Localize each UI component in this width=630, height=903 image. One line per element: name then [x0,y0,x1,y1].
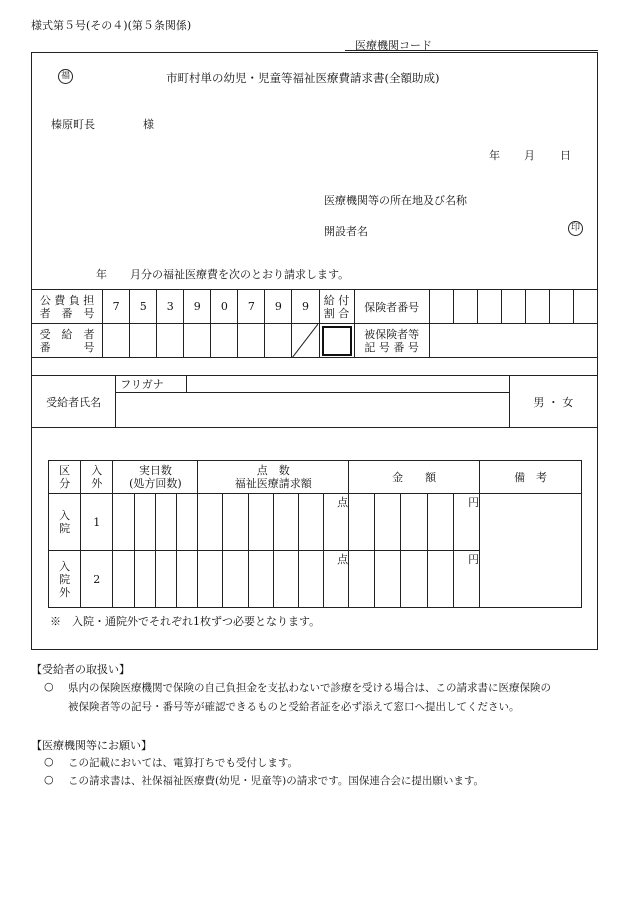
payer-digit[interactable]: 9 [184,290,211,324]
name-grid [31,375,598,428]
gender-select[interactable]: 男 ・ 女 [509,376,597,428]
amount-digit[interactable] [349,494,375,551]
row-label-inpatient: 入 院 [49,494,81,551]
days-digit[interactable] [177,551,198,608]
insurer-number-label: 保険者番号 [354,290,429,324]
insurer-digit[interactable] [525,290,549,324]
yen-unit: 円 [453,551,479,608]
founder-label: 開設者名 [324,225,368,238]
benefit-ratio-input[interactable] [319,324,354,358]
date-day: 日 [560,149,571,162]
date-year: 年 [489,149,500,162]
request-sentence: 月分の福祉医療費を次のとおり請求します。 [130,268,350,281]
row-number: 2 [81,551,113,608]
amount-digit[interactable] [401,494,427,551]
recipient-line1: 県内の保険医療機関で保険の自己負担金を支払わないで診療を受ける場合は、この請求書に医療保険の [68,682,551,694]
points-digit[interactable] [273,551,298,608]
recipient-digit[interactable] [211,324,238,358]
recipient-line2: 被保険者等の記号・番号等が確認できるものと受給者証を必ず添えて窓口へ提出してください。 [68,701,520,713]
amount-digit[interactable] [349,551,375,608]
insurer-digit[interactable] [573,290,597,324]
recipient-digit[interactable] [265,324,292,358]
request-year: 年 [96,268,107,281]
recipient-digit[interactable] [130,324,157,358]
form-number: 様式第５号(その４)(第５条関係) [31,19,192,32]
points-digit[interactable] [248,494,273,551]
amount-header: 金 額 [349,461,480,494]
recipient-name-label: 受給者氏名 [32,376,116,428]
recipient-bullet: ○ [44,680,54,693]
points-digit[interactable] [223,551,248,608]
remarks-header: 備 考 [480,461,582,494]
points-digit[interactable] [298,494,323,551]
amount-digit[interactable] [375,494,401,551]
recipient-section-heading: 【受給者の取扱い】 [31,663,130,676]
furigana-label: フリガナ [116,376,186,393]
points-digit[interactable] [248,551,273,608]
institution-item2: この請求書は、社保福祉医療費(幼児・児童等)の請求です。国保連合会に提出願います。 [68,775,485,787]
points-unit: 点 [323,551,348,608]
recipient-digit[interactable] [184,324,211,358]
insurer-digit[interactable] [501,290,525,324]
form-title: 市町村単の幼児・児童等福祉医療費請求書(全額助成) [166,71,440,85]
points-digit[interactable] [198,494,223,551]
institution-code-underline [345,50,598,51]
institution-bullet: ○ [44,755,54,768]
insurer-digit[interactable] [477,290,501,324]
furigana-input[interactable] [186,376,509,393]
days-digit[interactable] [134,551,155,608]
amount-digit[interactable] [375,551,401,608]
yen-unit: 円 [453,494,479,551]
days-digit[interactable] [155,551,176,608]
points-digit[interactable] [223,494,248,551]
recipient-digit[interactable] [238,324,265,358]
insured-symbol-label: 被保険者等 記 号 番 号 [354,324,429,358]
row-number: 1 [81,494,113,551]
days-digit[interactable] [113,551,134,608]
institution-section-heading: 【医療機関等にお願い】 [31,739,152,752]
recipient-digit[interactable] [157,324,184,358]
remarks-input[interactable] [480,494,582,608]
days-digit[interactable] [134,494,155,551]
points-digit[interactable] [298,551,323,608]
insurer-digit[interactable] [429,290,453,324]
days-digit[interactable] [155,494,176,551]
institution-item1: この記載においては、電算打ちでも受付します。 [68,757,299,769]
claim-table [48,460,582,608]
payer-digit[interactable]: 3 [157,290,184,324]
payer-digit[interactable]: 7 [238,290,265,324]
points-header: 点 数 福祉医療請求額 [198,461,349,494]
days-header: 実日数 (処方回数) [113,461,198,494]
payer-digit[interactable]: 9 [265,290,292,324]
row-label-outpatient: 入 院 外 [49,551,81,608]
institution-code-label: 医療機関コード [355,39,432,52]
points-digit[interactable] [198,551,223,608]
recipient-name-input[interactable] [116,393,509,428]
seal-mark: 印 [568,220,583,236]
kubun-header: 区 分 [49,461,81,494]
number-grid [31,289,598,358]
fuku-mark: 福 [58,68,73,84]
date-month: 月 [524,149,535,162]
recipient-number-label: 受 給 者 番 号 [32,324,103,358]
public-payer-label: 公 費 負 担 者 番 号 [32,290,103,324]
points-digit[interactable] [273,494,298,551]
points-unit: 点 [323,494,348,551]
recipient-slash-cell [292,324,319,358]
amount-digit[interactable] [427,494,453,551]
institution-bullet: ○ [44,773,54,786]
institution-address-label: 医療機関等の所在地及び名称 [324,194,467,207]
nyugai-header: 入 外 [81,461,113,494]
insured-symbol-input[interactable] [429,324,597,358]
payer-digit[interactable]: 9 [292,290,319,324]
insurer-digit[interactable] [549,290,573,324]
payer-digit[interactable]: 0 [211,290,238,324]
days-digit[interactable] [113,494,134,551]
insurer-digit[interactable] [453,290,477,324]
table-note: ※ 入院・通院外でそれぞれ1枚ずつ必要となります。 [50,615,321,628]
amount-digit[interactable] [401,551,427,608]
sama: 様 [143,118,154,131]
addressee: 榛原町長 [51,118,95,131]
payer-digit[interactable]: 7 [103,290,130,324]
recipient-digit[interactable] [103,324,130,358]
days-digit[interactable] [177,494,198,551]
benefit-ratio-label: 給 付 割 合 [319,290,354,324]
amount-digit[interactable] [427,551,453,608]
payer-digit[interactable]: 5 [130,290,157,324]
